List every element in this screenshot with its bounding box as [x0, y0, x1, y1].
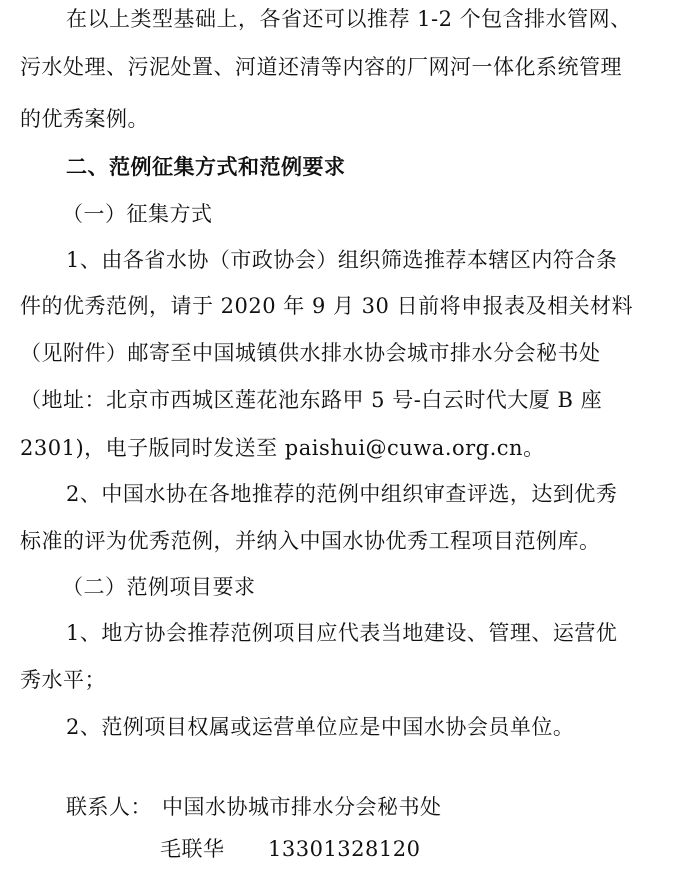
item-1-1-line-4: （地址：北京市西城区莲花池东路甲 5 号-白云时代大厦 B 座	[20, 388, 603, 412]
contact-phone: 13301328120	[268, 837, 421, 861]
item-1-2-line-1: 2、中国水协在各地推荐的范例中组织审查评选，达到优秀	[66, 482, 618, 506]
contact-organization: 中国水协城市排水分会秘书处	[162, 795, 442, 819]
item-1-1-line-2: 件的优秀范例，请于 2020 年 9 月 30 日前将申报表及相关材料	[20, 294, 634, 318]
subheading-collection-method: （一）征集方式	[62, 202, 213, 226]
item-1-1-line-1: 1、由各省水协（市政协会）组织筛选推荐本辖区内符合条	[66, 248, 618, 272]
intro-paragraph-line-3: 的优秀案例。	[20, 107, 149, 131]
item-2-1-line-1: 1、地方协会推荐范例项目应代表当地建设、管理、运营优	[66, 621, 618, 645]
section-heading: 二、范例征集方式和范例要求	[66, 154, 346, 179]
subheading-project-requirements: （二）范例项目要求	[62, 575, 256, 599]
item-1-1-line-3: （见附件）邮寄至中国城镇供水排水协会城市排水分会秘书处	[20, 341, 601, 365]
contact-label: 联系人：	[66, 795, 152, 819]
intro-paragraph-line-2: 污水处理、污泥处置、河道还清等内容的厂网河一体化系统管理	[20, 55, 622, 79]
intro-paragraph-line-1: 在以上类型基础上，各省还可以推荐 1-2 个包含排水管网、	[66, 7, 632, 31]
item-1-1-line-5: 2301)，电子版同时发送至 paishui@cuwa.org.cn。	[20, 436, 545, 460]
item-2-2: 2、范例项目权属或运营单位应是中国水协会员单位。	[66, 715, 575, 739]
item-1-2-line-2: 标准的评为优秀范例，并纳入中国水协优秀工程项目范例库。	[20, 529, 601, 553]
contact-name: 毛联华	[160, 837, 225, 861]
item-2-1-line-2: 秀水平；	[20, 668, 106, 692]
